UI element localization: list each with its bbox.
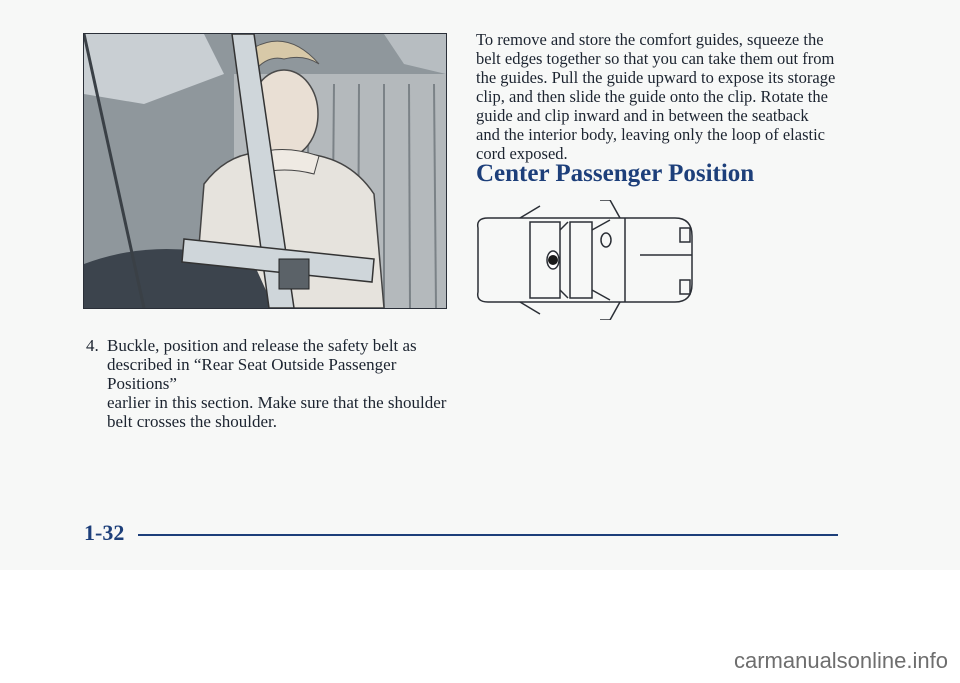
paragraph-line: cord exposed. [476, 144, 568, 163]
paragraph-line: and the interior body, leaving only the loop of elastic [476, 125, 826, 144]
footer-rule [138, 534, 838, 536]
page-number: 1-32 [84, 520, 125, 545]
step-line: Buckle, position and release the safety belt as [107, 336, 417, 355]
paragraph-line: clip, and then slide the guide onto the clip. Rotate the [476, 87, 828, 106]
step-line: belt crosses the shoulder. [107, 412, 277, 431]
paragraph-line: guide and clip inward and in between the seatback [476, 106, 809, 125]
step-line: earlier in this section. Make sure that the shoulder [107, 393, 447, 412]
step-text [107, 336, 466, 431]
watermark: carmanualsonline.info [733, 648, 948, 673]
step-line: described in “Rear Seat Outside Passenger Positions” [107, 355, 397, 393]
comfort-guide-paragraph [476, 30, 836, 163]
step-4 [86, 336, 466, 431]
paragraph-line: the guides. Pull the guide upward to expose its storage [476, 68, 836, 87]
illustration-svg [84, 34, 446, 308]
paragraph-line: To remove and store the comfort guides, squeeze the [476, 30, 824, 49]
step-number: 4. [86, 336, 99, 355]
vehicle-seat-diagram-icon [470, 200, 700, 320]
child-seatbelt-illustration [83, 33, 447, 309]
section-heading: Center Passenger Position [476, 160, 755, 187]
paragraph-line: belt edges together so that you can take them out from [476, 49, 835, 68]
